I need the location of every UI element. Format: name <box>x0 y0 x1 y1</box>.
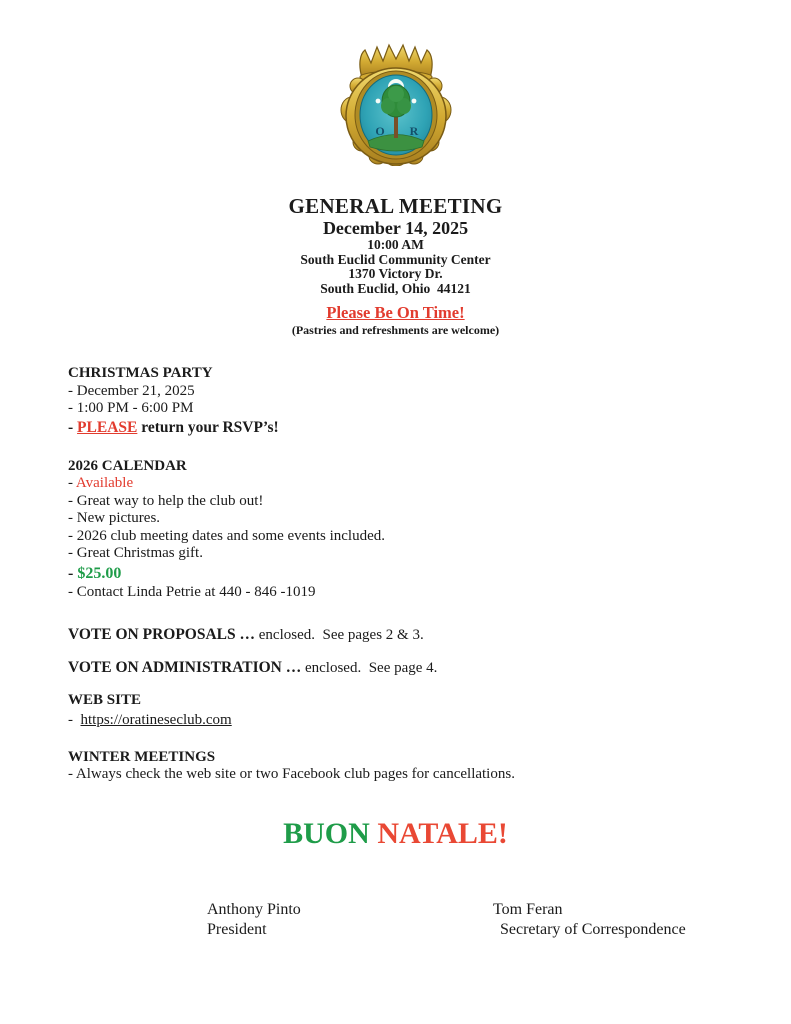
section-winter-meetings <box>68 749 758 784</box>
signature-president <box>207 900 301 939</box>
bullet-dash: - <box>68 711 81 728</box>
meeting-title: GENERAL MEETING <box>288 194 503 218</box>
vote-administration-detail: enclosed. See page 4. <box>301 660 438 676</box>
bullet-dash: - <box>68 418 78 436</box>
christmas-party-time: - 1:00 PM - 6:00 PM <box>68 400 194 416</box>
calendar-help-line: - Great way to help the club out! <box>68 492 264 509</box>
availability-status: Available <box>75 475 134 491</box>
bullet-dash: - <box>68 564 78 582</box>
president-title: President <box>207 920 267 938</box>
web-site-heading: WEB SITE <box>68 692 141 708</box>
calendar-contact-line: - Contact Linda Petrie at 440 - 846 -1019 <box>68 583 316 600</box>
club-crest-icon <box>338 40 454 166</box>
calendar-gift-line: - Great Christmas gift. <box>68 545 203 561</box>
section-2026-calendar <box>68 458 758 602</box>
on-time-notice: Please Be On Time! <box>326 303 465 322</box>
rsvp-rest: return your RSVP’s! <box>137 418 279 436</box>
web-site-link-line <box>68 710 758 730</box>
section-vote-proposals <box>68 625 758 645</box>
calendar-dates-line: - 2026 club meeting dates and some events included. <box>68 527 385 544</box>
notice-body <box>68 365 758 783</box>
winter-meetings-note: - Always check the web site or two Facebook club pages for cancellations. <box>68 766 515 782</box>
president-name: Anthony Pinto <box>207 901 301 918</box>
section-vote-administration <box>68 658 758 678</box>
meeting-header <box>0 194 791 337</box>
greeting-word-buon: BUON <box>283 817 370 850</box>
secretary-name: Tom Feran <box>493 901 563 918</box>
secretary-title: Secretary of Correspondence <box>500 920 686 938</box>
calendar-price-line <box>68 563 758 584</box>
calendar-heading: 2026 CALENDAR <box>68 457 187 474</box>
crest-letter-r: R <box>409 124 418 138</box>
club-website-link[interactable]: https://oratineseclub.com <box>80 711 232 728</box>
meeting-venue: South Euclid Community Center <box>300 251 491 267</box>
bullet-dash: - <box>68 475 76 491</box>
holiday-greeting <box>0 817 791 851</box>
refreshments-note: (Pastries and refreshments are welcome) <box>291 323 500 337</box>
calendar-availability <box>68 475 758 493</box>
rsvp-reminder <box>68 418 758 437</box>
vote-proposals-heading: VOTE ON PROPOSALS … <box>68 626 256 643</box>
signature-secretary <box>493 900 686 939</box>
meeting-city: South Euclid, Ohio 44121 <box>320 280 471 296</box>
winter-meetings-heading: WINTER MEETINGS <box>68 748 216 765</box>
christmas-party-heading: CHRISTMAS PARTY <box>68 365 213 381</box>
vote-proposals-detail: enclosed. See pages 2 & 3. <box>255 627 424 643</box>
vote-administration-heading: VOTE ON ADMINISTRATION … <box>68 659 302 676</box>
calendar-price: $25.00 <box>77 564 122 582</box>
meeting-address: 1370 Victory Dr. <box>348 266 443 281</box>
rsvp-emphasis: PLEASE <box>77 418 138 436</box>
meeting-date: December 14, 2025 <box>322 218 469 238</box>
crest-container <box>0 40 791 171</box>
calendar-pictures-line: - New pictures. <box>68 510 161 526</box>
greeting-word-natale: NATALE! <box>369 817 508 850</box>
crest-letter-o: O <box>374 124 385 138</box>
christmas-party-date: - December 21, 2025 <box>68 382 195 399</box>
meeting-time: 10:00 AM <box>367 237 424 252</box>
section-web-site <box>68 692 758 730</box>
section-christmas-party <box>68 365 758 437</box>
